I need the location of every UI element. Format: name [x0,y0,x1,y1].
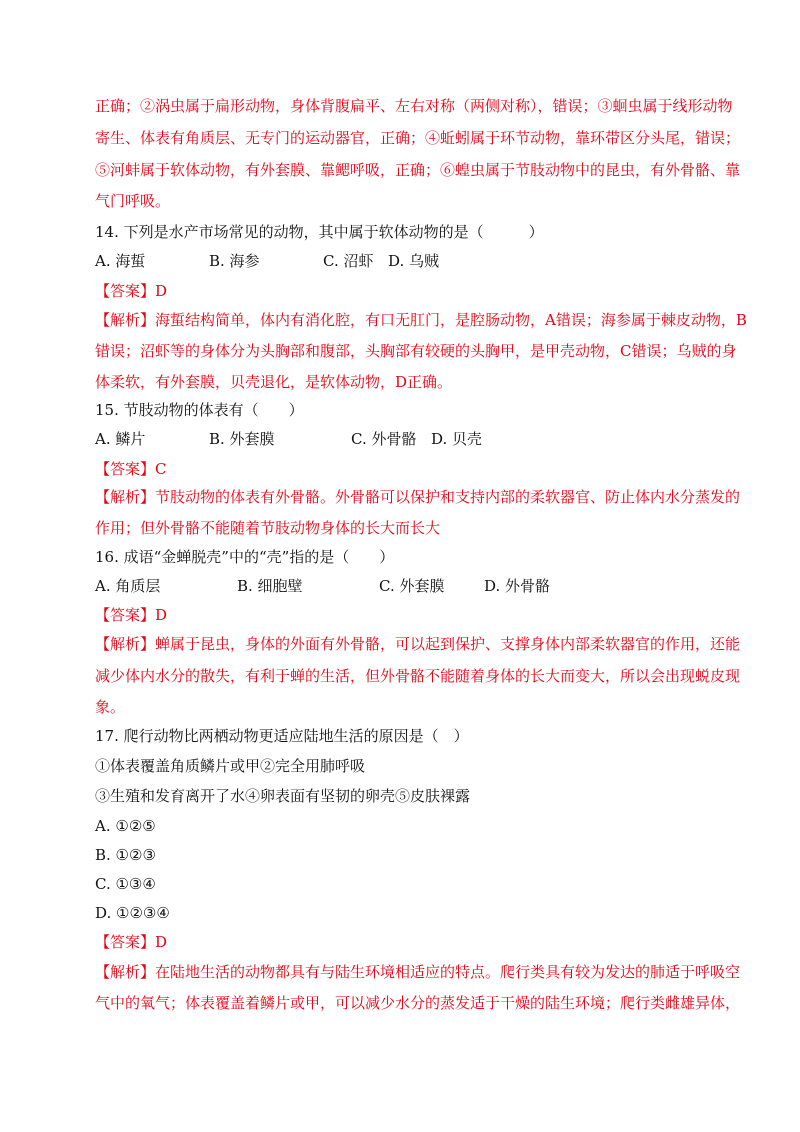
q13-explanation-line: ⑤河蚌属于软体动物，有外套膜、靠鳃呼吸，正确；⑥蝗虫属于节肢动物中的昆虫，有外骨骼、靠 [95,161,741,179]
q13-explanation-line: 气门呼吸。 [95,192,171,210]
q15-explanation-line: 作用；但外骨骼不能随着节肢动物身体的长大而长大 [95,519,441,537]
q16-option-a: A. 角质层 [95,577,161,595]
q14-option-d: D. 乌贼 [388,252,440,270]
q17-explanation-line: 气中的氧气；体表覆盖着鳞片或甲，可以减少水分的蒸发适于干燥的陆生环境；爬行类雌雄异体， [95,994,741,1012]
q17-option-b: B. ①②③ [95,846,156,864]
q17-option-d: D. ①②③④ [95,904,170,922]
q13-explanation-line: 寄生、体表有角质层、无专门的运动器官，正确；④蚯蚓属于环节动物，靠环带区分头尾，错误； [95,129,741,147]
q16-option-b: B. 细胞壁 [237,577,303,595]
q15-explanation-line: 【解析】节肢动物的体表有外骨骼。外骨骼可以保护和支持内部的柔软器官、防止体内水分蒸发的 [95,488,741,506]
q16-explanation-line: 【解析】蝉属于昆虫，身体的外面有外骨骼，可以起到保护、支撑身体内部柔软器官的作用，还能 [95,635,741,653]
q14-stem: 14. 下列是水产市场常见的动物，其中属于软体动物的是（ ） [95,223,544,241]
q16-option-d: D. 外骨骼 [484,577,551,595]
q14-options [95,251,439,271]
q14-answer: 【答案】D [95,282,168,300]
q13-explanation-line: 正确；②涡虫属于扁形动物，身体背腹扁平、左右对称（两侧对称），错误；③蛔虫属于线形动物 [95,97,733,115]
q16-explanation-line: 象。 [95,698,126,716]
q17-explanation-line: 【解析】在陆地生活的动物都具有与陆生环境相适应的特点。爬行类具有较为发达的肺适于呼吸空 [95,963,741,981]
q14-option-c: C. 沼虾 [323,252,374,270]
q16-explanation-line: 减少体内水分的散失，有利于蝉的生活，但外骨骼不能随着身体的长大而变大，所以会出现蜕皮现 [95,667,741,685]
q17-statement: ③生殖和发育离开了水④卵表面有坚韧的卵壳⑤皮肤裸露 [95,787,471,805]
q15-option-b: B. 外套膜 [209,430,275,448]
q14-option-a: A. 海蜇 [95,252,146,270]
q16-stem: 16. 成语“金蝉脱壳”中的“壳”指的是（ ） [95,548,395,566]
q16-option-c: C. 外套膜 [379,577,445,595]
q15-option-c: C. 外骨骼 [351,430,417,448]
q15-stem: 15. 节肢动物的体表有（ ） [95,401,304,419]
q15-option-d: D. 贝壳 [431,430,483,448]
q17-option-c: C. ①③④ [95,875,156,893]
q16-answer: 【答案】D [95,606,168,624]
q14-explanation-line: 错误；沼虾等的身体分为头胸部和腹部，头胸部有较硬的头胸甲，是甲壳动物，C错误；乌贼的身 [95,342,737,360]
q17-answer: 【答案】D [95,933,168,951]
q14-explanation-line: 体柔软，有外套膜，贝壳退化，是软体动物，D正确。 [95,373,453,391]
q14-option-b: B. 海参 [209,252,260,270]
q15-option-a: A. 鳞片 [95,430,146,448]
q17-option-a: A. ①②⑤ [95,817,156,835]
q14-explanation-line: 【解析】海蜇结构简单，体内有消化腔，有口无肛门，是腔肠动物，A错误；海参属于棘皮动物，B [95,311,747,329]
q17-statement: ①体表覆盖角质鳞片或甲②完全用肺呼吸 [95,757,366,775]
q15-answer: 【答案】C [95,460,167,478]
q17-stem: 17. 爬行动物比两栖动物更适应陆地生活的原因是（ ） [95,727,469,745]
q15-options [95,429,482,449]
q16-options [95,576,550,596]
